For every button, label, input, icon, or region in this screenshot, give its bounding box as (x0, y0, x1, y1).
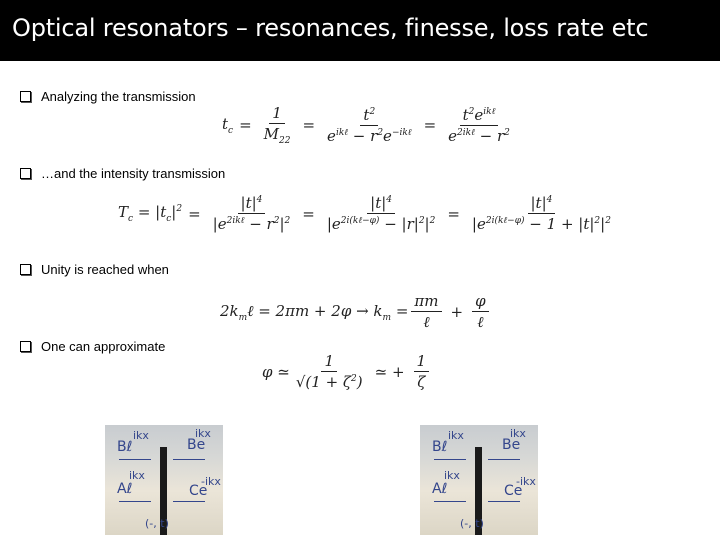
handwriting-label: (-, t) (460, 517, 484, 530)
title-bar (0, 0, 720, 61)
whiteboard-photo-2 (420, 425, 538, 535)
handwriting-label: (-, t) (145, 517, 169, 530)
arrow-line (173, 501, 205, 502)
handwriting-label: ikx (448, 429, 464, 442)
checkbox-bullet-icon (20, 341, 31, 352)
bullet-item-1 (20, 89, 196, 104)
handwriting-label: Ce (504, 483, 523, 499)
equation-approximation: φ ≃ $\frac{1}{√(1 + \zeta^2)}$ ≃ + $\frac{1}{\zeta}$ (262, 352, 432, 391)
equation-intensity-transmission: $T_c = |t_c|^2$ = $\frac{|t|^4}{|e^{2ik\ell} - r^2|^2}$ = $\frac{|t|^4}{|e^{2i(k\ell-\varphi)} - |r|^2|^2}$ = $\frac{|t|^4}{|e^{2i(k\ell-\varphi)} - 1 + |t|^2|^2}$ (118, 194, 611, 233)
bullet-text: One can approximate (41, 339, 166, 354)
whiteboard-photo-1 (105, 425, 223, 535)
bullet-item-2 (20, 166, 225, 181)
handwriting-label: Bℓ (432, 439, 448, 455)
bullet-item-3 (20, 262, 169, 277)
arrow-line (119, 501, 151, 502)
checkbox-bullet-icon (20, 91, 31, 102)
checkbox-bullet-icon (20, 264, 31, 275)
handwriting-label: Aℓ (117, 481, 133, 497)
handwriting-label: Be (187, 437, 206, 453)
handwriting-label: ikx (510, 427, 526, 440)
bullet-item-4 (20, 339, 165, 354)
handwriting-label: -ikx (516, 475, 536, 488)
handwriting-label: ikx (195, 427, 211, 440)
bullet-text: …and the intensity transmission (41, 166, 226, 181)
handwriting-label: Aℓ (432, 481, 448, 497)
handwriting-label: ikx (129, 469, 145, 482)
arrow-line (434, 459, 466, 460)
arrow-line (173, 459, 205, 460)
handwriting-label: ikx (133, 429, 149, 442)
handwriting-label: Bℓ (117, 439, 133, 455)
handwriting-label: ikx (444, 469, 460, 482)
handwriting-label: Ce (189, 483, 208, 499)
arrow-line (434, 501, 466, 502)
handwriting-label: Be (502, 437, 521, 453)
equation-transmission: $t_c$ = $\frac{1}{M_{22}}$ = $\frac{t^2}{e^{ik\ell} - r^2e^{-ik\ell}}$ = $\frac{t^2e^{ik\ell}}{e^{2ik\ell} - r^2}$ (222, 104, 510, 146)
bullet-text: Unity is reached when (41, 262, 169, 277)
arrow-line (488, 501, 520, 502)
arrow-line (488, 459, 520, 460)
arrow-line (119, 459, 151, 460)
handwriting-label: -ikx (201, 475, 221, 488)
bullet-text: Analyzing the transmission (41, 89, 196, 104)
slide-title: Optical resonators – resonances, finesse, loss rate etc (12, 14, 649, 42)
checkbox-bullet-icon (20, 168, 31, 179)
equation-resonance: $2k_m\ell = 2\pi m + 2\varphi \to k_m$ = $\frac{\pi m}{\text{ℓ}}$ + $\frac{\varphi}{\text{ℓ}}$ (220, 292, 492, 332)
